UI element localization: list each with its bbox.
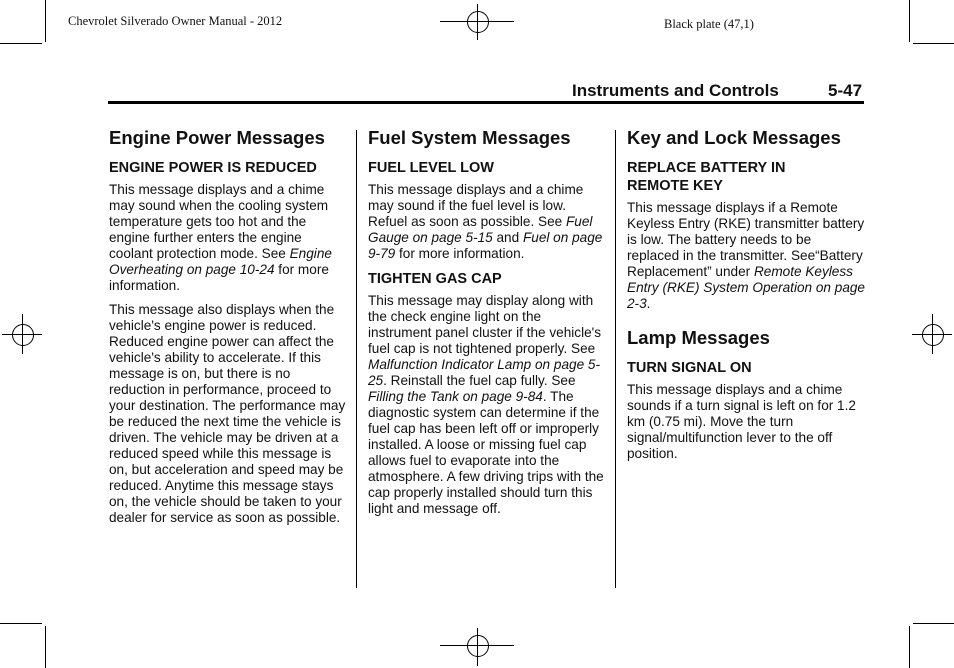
- cross-reference: Engine Overheating on page 10-24: [109, 246, 332, 277]
- crop-mark: [909, 0, 910, 42]
- paragraph: This message may display along with the check engine light on the instrument panel cluster if the vehicle's fuel cap is not tightened properly. See Malfunction Indicator Lamp on page 5-25. Reinstall the fuel cap fully. See Filling the Tank on page 9-84. The diagnostic system can determine if the fuel cap has been left off or improperly installed. A loose or missing fuel cap allows fuel to evaporate into the atmosphere. A few driving trips with the cap properly installed should turn this light and message off.: [368, 293, 604, 516]
- column-key-lock: [627, 126, 865, 470]
- crop-mark: [913, 623, 954, 624]
- crop-mark: [909, 626, 910, 668]
- crop-mark: [0, 43, 42, 44]
- paragraph: This message displays and a chime may sound if the fuel level is low. Refuel as soon as possible. See Fuel Gauge on page 5-15 and Fuel on page 9-79 for more information.: [368, 182, 603, 261]
- section-title: Instruments and Controls: [572, 81, 779, 100]
- column-divider: [356, 130, 357, 588]
- cross-reference: Malfunction Indicator Lamp on page 5-25: [368, 357, 600, 388]
- message-heading: ENGINE POWER IS REDUCED: [109, 160, 317, 176]
- section-heading: Engine Power Messages: [109, 127, 325, 148]
- column-engine-power: [109, 126, 347, 534]
- column-fuel-system: [368, 126, 606, 525]
- cross-reference: Filling the Tank on page 9-84: [368, 389, 543, 404]
- crop-mark: [0, 623, 42, 624]
- paragraph: This message displays and a chime sounds if a turn signal is left on for 1.2 km (0.75 mi). Move the turn signal/multifunction lever to the off position.: [627, 382, 856, 461]
- registration-mark-icon: [2, 314, 42, 354]
- cross-reference: Fuel Gauge on page 5-15: [368, 214, 593, 245]
- page-number: 5-47: [828, 81, 863, 100]
- message-heading: TIGHTEN GAS CAP: [368, 271, 502, 287]
- header-rule: [108, 101, 864, 104]
- message-heading: REPLACE BATTERY IN REMOTE KEY: [627, 160, 786, 194]
- registration-mark-icon: [912, 314, 952, 354]
- section-heading: Lamp Messages: [627, 327, 770, 348]
- paragraph: This message displays and a chime may sound when the cooling system temperature gets too hot and the engine further enters the engine coolant protection mode. See Engine Overheating on page 10-24 for more information.: [109, 182, 332, 293]
- paragraph: This message displays if a Remote Keyless Entry (RKE) transmitter battery is low. The battery needs to be replaced in the transmitter. See“Battery Replacement” under Remote Keyless Entry (RKE) System Operation on page 2-3.: [627, 200, 865, 311]
- plate-label: Black plate (47,1): [664, 17, 754, 31]
- cross-reference: Fuel on page 9-79: [368, 230, 603, 261]
- crop-mark: [913, 43, 954, 44]
- section-heading: Key and Lock Messages: [627, 127, 841, 148]
- section-heading: Fuel System Messages: [368, 127, 571, 148]
- registration-mark-icon: [440, 628, 514, 666]
- crop-mark: [45, 626, 46, 668]
- column-divider: [615, 130, 616, 588]
- crop-mark: [45, 0, 46, 42]
- cross-reference: Remote Keyless Entry (RKE) System Operation on page 2-3: [627, 264, 865, 311]
- registration-mark-icon: [440, 4, 514, 40]
- message-heading: TURN SIGNAL ON: [627, 360, 752, 376]
- message-heading: FUEL LEVEL LOW: [368, 160, 494, 176]
- manual-title: Chevrolet Silverado Owner Manual - 2012: [68, 14, 283, 28]
- paragraph: This message also displays when the vehicle's engine power is reduced. Reduced engine power can affect the vehicle's ability to accelerate. If this message is on, but there is no reduction in performance, proceed to your destination. The performance may be reduced the next time the vehicle is driven. The vehicle may be driven at a reduced speed while this message is on, but acceleration and speed may be reduced. Anytime this message stays on, the vehicle should be taken to your dealer for service as soon as possible.: [109, 302, 346, 525]
